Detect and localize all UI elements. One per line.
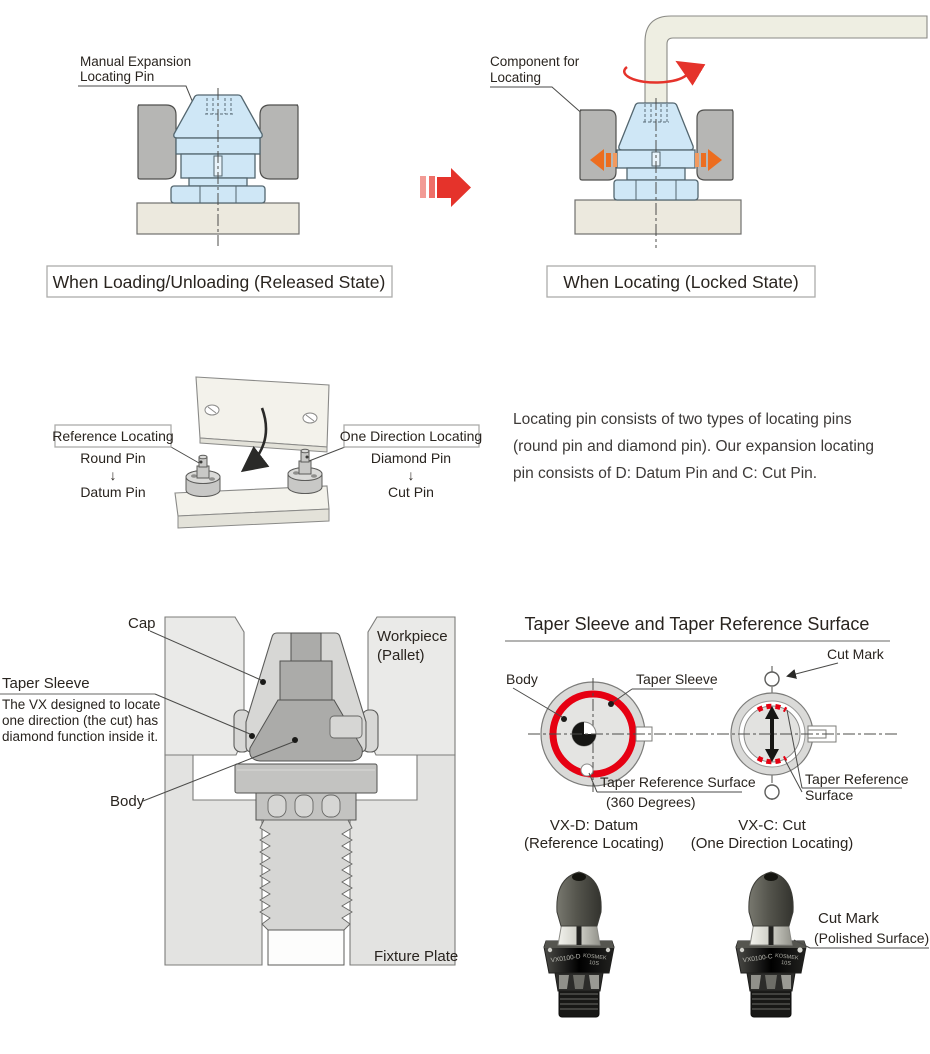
round-pin-label: Round Pin xyxy=(80,450,146,466)
cap-label: Cap xyxy=(128,615,156,632)
cut-mark-label: Cut Mark xyxy=(827,646,884,662)
photo-socket-hole xyxy=(572,873,586,881)
thread xyxy=(260,820,352,930)
released-callout-label: Manual Expansion xyxy=(80,54,192,69)
down-arrow-glyph: ↓ xyxy=(407,467,415,483)
photo-brand: KOSMEK xyxy=(774,953,799,962)
vxd-caption-2: (Reference Locating) xyxy=(523,835,665,852)
taper-reference-right-label: Taper Reference xyxy=(805,771,909,787)
pin-types-diagram xyxy=(52,377,874,528)
vxc-caption: VX-C: Cut xyxy=(738,817,806,834)
hex-key xyxy=(645,16,927,107)
locked-callout-label-2: Locating xyxy=(490,70,542,85)
photo-thread xyxy=(751,989,791,1017)
taper-surface-section xyxy=(505,614,909,852)
locked-callout-label: Component for xyxy=(490,54,580,69)
released-state-diagram xyxy=(47,54,392,297)
down-arrow-glyph: ↓ xyxy=(109,467,117,483)
taper-reference-surface-label: Taper Reference Surface xyxy=(600,774,756,790)
photo-cut-mark-label-2: (Polished Surface) xyxy=(814,930,930,946)
photo-brand: KOSMEK xyxy=(582,953,607,962)
product-photos xyxy=(544,872,929,1017)
workpiece-label-2: (Pallet) xyxy=(377,647,425,664)
photo-marking-d: VX0100-D xyxy=(550,953,582,965)
fixture-plate-label: Fixture Plate xyxy=(374,948,459,965)
photo-cut-mark-label: Cut Mark xyxy=(818,910,879,927)
cross-section-diagram xyxy=(0,615,458,965)
round-pin xyxy=(186,455,220,496)
photo-marking-c: VX0100-C xyxy=(742,953,774,965)
body-bellows xyxy=(280,661,332,700)
hex-nut xyxy=(235,764,377,793)
sleeve-note-1: The VX designed to locate xyxy=(2,697,161,712)
intro-paragraph xyxy=(513,411,874,482)
body-hex-socket xyxy=(291,633,321,661)
workpiece-left xyxy=(165,617,244,755)
cut-pin-label: Cut Pin xyxy=(388,484,434,500)
transition-arrow-icon xyxy=(420,168,471,207)
taper-sleeve-label: Taper Sleeve xyxy=(2,675,90,692)
photo-brand-sub: 10S xyxy=(588,960,600,968)
sleeve-note-3: diamond function inside it. xyxy=(2,729,159,744)
released-caption: When Loading/Unloading (Released State) xyxy=(52,272,386,292)
taper-reference-right-label-2: Surface xyxy=(805,787,854,803)
locked-left-block xyxy=(580,110,616,180)
reference-locating-label: Reference Locating xyxy=(52,428,174,444)
taper-sleeve-label: Taper Sleeve xyxy=(636,671,718,687)
paragraph-line-1: Locating pin consists of two types of locating pins xyxy=(513,411,852,428)
photo-brand-sub: 10S xyxy=(780,960,792,968)
body-label: Body xyxy=(506,671,538,687)
diamond-pin-label: Diamond Pin xyxy=(370,450,452,466)
diamond-pin xyxy=(288,449,322,493)
photo-thread xyxy=(559,989,599,1017)
released-left-block xyxy=(138,105,176,179)
released-callout-label-2: Locating Pin xyxy=(80,69,155,84)
vxc-cutmark-symbol-top xyxy=(765,672,779,686)
vxc-caption-2: (One Direction Locating) xyxy=(690,835,854,852)
locked-state-diagram xyxy=(490,16,927,297)
section-title: Taper Sleeve and Taper Reference Surface xyxy=(524,614,870,634)
workpiece-label: Workpiece xyxy=(377,628,448,645)
product-photo-vxc xyxy=(736,872,806,1017)
dowel-detail xyxy=(330,716,362,738)
datum-pin-label: Datum Pin xyxy=(80,484,146,500)
paragraph-line-2: (round pin and diamond pin). Our expansion locating xyxy=(513,438,875,455)
taper-reference-degrees-label: (360 Degrees) xyxy=(606,794,696,810)
sleeve-note-2: one direction (the cut) has xyxy=(2,713,159,728)
product-photo-vxd xyxy=(544,872,614,1017)
locked-caption: When Locating (Locked State) xyxy=(563,272,799,292)
released-right-block xyxy=(260,105,298,179)
one-direction-locating-label: One Direction Locating xyxy=(339,428,483,444)
left-box-leader xyxy=(171,447,199,463)
locked-fixture-base xyxy=(575,200,741,234)
photo-cut-mark-spot xyxy=(797,947,802,952)
body-label: Body xyxy=(110,793,145,810)
vxd-caption: VX-D: Datum xyxy=(549,817,639,834)
photo-socket-hole xyxy=(764,873,778,881)
locked-callout-leader xyxy=(490,87,594,124)
vxc-cutmark-symbol-bottom xyxy=(765,785,779,799)
locked-right-block xyxy=(697,110,733,180)
shank xyxy=(268,930,344,965)
vxd-surface-marker xyxy=(581,764,593,776)
paragraph-line-3: pin consists of D: Datum Pin and C: Cut Pin. xyxy=(513,465,818,482)
